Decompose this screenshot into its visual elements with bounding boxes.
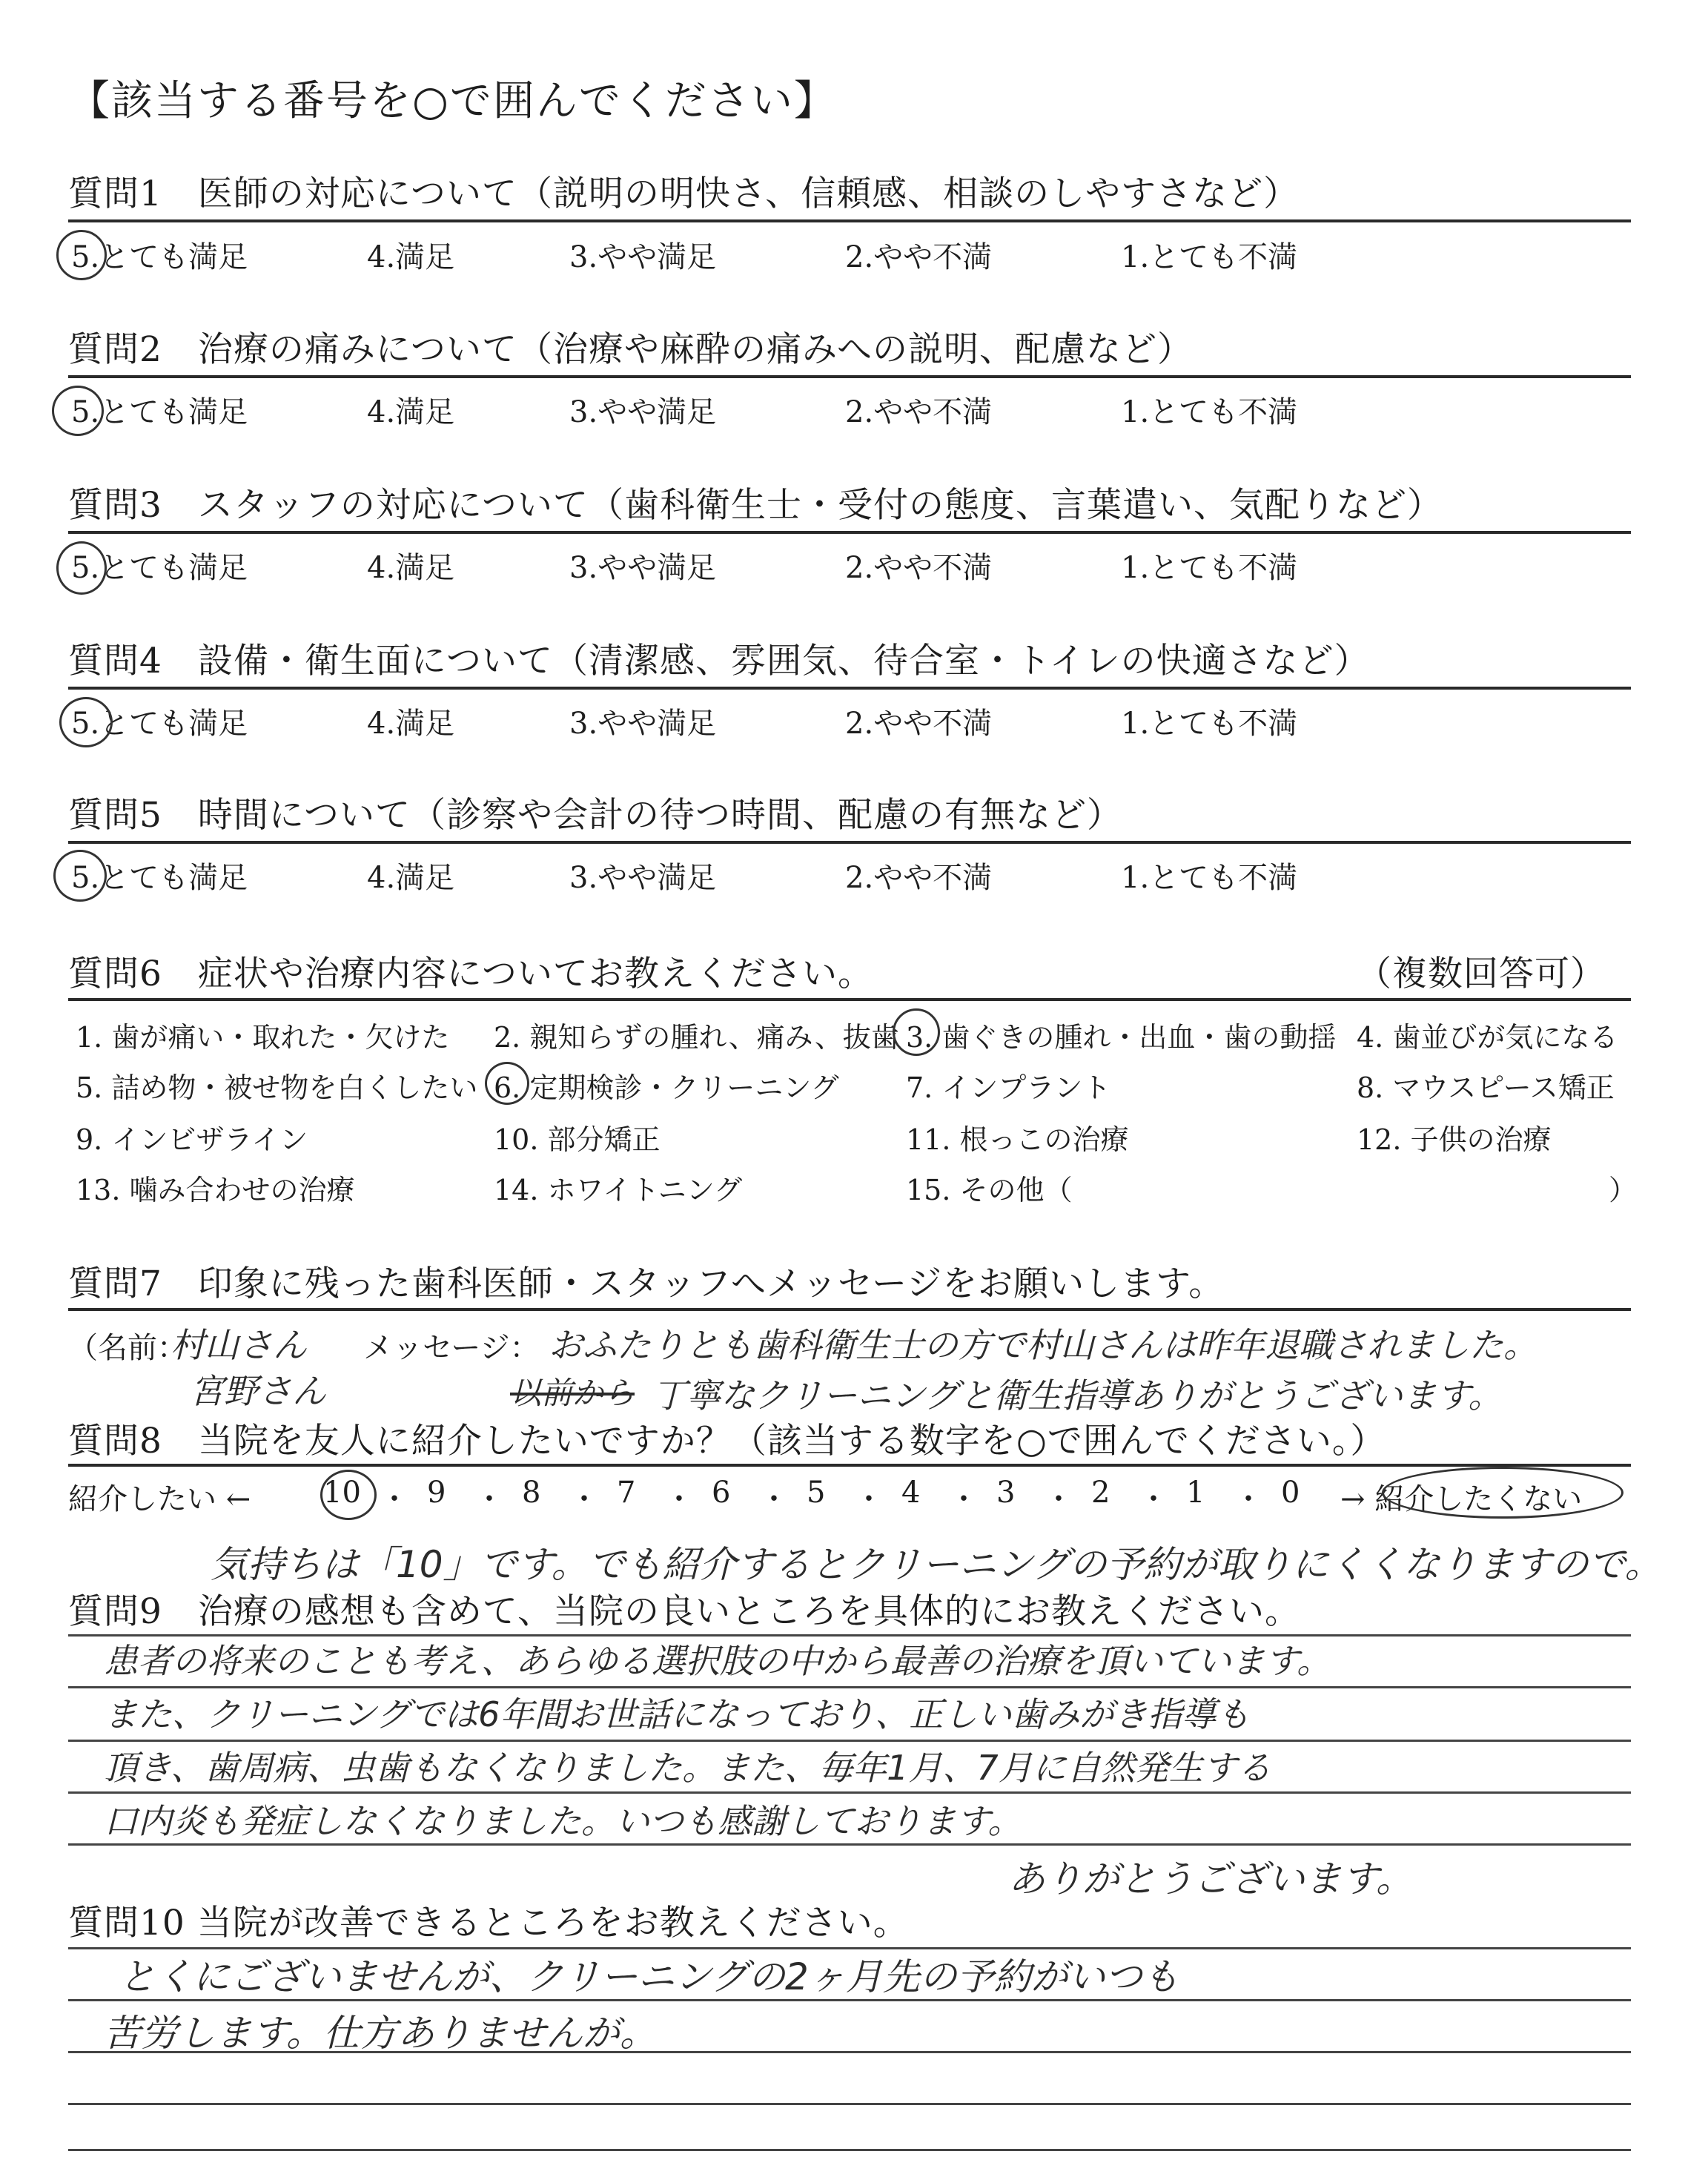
q10-line-3 [68,2103,1631,2105]
q5-option-2[interactable]: 2.やや不満 [845,861,993,895]
q3-option-5[interactable]: 5.とても満足 [71,551,248,585]
q8-scale-1[interactable]: 1 [1186,1476,1205,1510]
q2-option-3[interactable]: 3.やや満足 [569,395,717,429]
q10-text-line-2: 苦労します。仕方ありませんが。 [104,2012,657,2055]
q6-item-6[interactable]: 6. 定期検診・クリーニング [494,1071,839,1104]
q6-item-15[interactable]: 15. その他（ [906,1174,1073,1206]
q6-item-7[interactable]: 7. インプラント [906,1071,1111,1104]
q2-option-2[interactable]: 2.やや不満 [845,395,993,429]
q8-scale-dot: ・ [1139,1482,1168,1516]
q8-scale-10[interactable]: 10 [323,1476,361,1510]
q3-option-4[interactable]: 4.満足 [367,551,455,585]
q6-item-3[interactable]: 3. 歯ぐきの腫れ・出血・歯の動揺 [906,1021,1337,1054]
q6-item-1[interactable]: 1. 歯が痛い・取れた・欠けた [76,1021,450,1054]
q10-text-line-1: とくにございませんが、クリーニングの2ヶ月先の予約がいつも [119,1955,1179,1998]
q8-scale-dot: ・ [664,1482,694,1516]
q8-left-label: 紹介したい ← [68,1482,251,1516]
q8-scale-dot: ・ [854,1482,884,1516]
q6-item-8[interactable]: 8. マウスピース矯正 [1357,1071,1615,1104]
q4-rule [68,687,1631,690]
q6-other-close: ） [1609,1174,1638,1206]
q8-scale-0[interactable]: 0 [1281,1476,1300,1510]
q1-option-3[interactable]: 3.やや満足 [569,240,717,274]
q3-option-2[interactable]: 2.やや不満 [845,551,993,585]
q1-selection-circle [56,230,107,280]
q5-selection-circle [53,850,107,902]
q2-selection-circle [52,386,104,436]
q8-scale-4[interactable]: 4 [901,1476,921,1510]
q2-title: 質問2 治療の痛みについて（治療や麻酔の痛みへの説明、配慮など） [68,329,1194,370]
q8-scale-dot: ・ [1044,1482,1073,1516]
q6-item-2[interactable]: 2. 親知らずの腫れ、痛み、抜歯 [494,1021,899,1054]
q3-option-3[interactable]: 3.やや満足 [569,551,717,585]
q5-title: 質問5 時間について（診察や会計の待つ時間、配慮の有無など） [68,795,1122,836]
q6-title: 質問6 症状や治療内容についてお教えください。 [68,954,873,994]
q9-text-line-1: 患者の将来のことも考え、あらゆる選択肢の中から最善の治療を頂いています。 [104,1641,1331,1681]
q8-scale-dot: ・ [380,1482,409,1516]
q9-text-line-3: 頂き、歯周病、虫歯もなくなりました。また、毎年1月、7月に自然発生する [104,1748,1271,1788]
q6-item-13[interactable]: 13. 噛み合わせの治療 [76,1174,355,1206]
q4-selection-circle [59,697,113,747]
q2-option-5[interactable]: 5.とても満足 [71,395,248,429]
q7-message-line-1: おふたりとも歯科衛生士の方で村山さんは昨年退職されました。 [549,1325,1537,1365]
q10-title: 質問10 当院が改善できるところをお教えください。 [68,1903,909,1943]
q9-text-line-2: また、クリーニングでは6年間お世話になっており、正しい歯みがき指導も [104,1694,1251,1734]
q6-rule [68,998,1631,1001]
q3-selection-circle [56,541,107,595]
q4-title: 質問4 設備・衛生面について（清潔感、雰囲気、待合室・トイレの快適さなど） [68,641,1370,681]
q7-message-line-2: 丁寧なクリーニングと衛生指導ありがとうございます。 [652,1375,1503,1416]
q6-item-10[interactable]: 10. 部分矯正 [494,1123,661,1156]
q7-name-1: 村山さん [171,1325,307,1365]
q4-option-1[interactable]: 1.とても不満 [1121,707,1298,741]
q3-title: 質問3 スタッフの対応について（歯科衛生士・受付の態度、言葉遣い、気配りなど） [68,485,1443,526]
q2-option-4[interactable]: 4.満足 [367,395,455,429]
q5-option-5[interactable]: 5.とても満足 [71,861,248,895]
q6-note: （複数回答可） [1357,954,1606,994]
q4-option-4[interactable]: 4.満足 [367,707,455,741]
q6-item-4[interactable]: 4. 歯並びが気になる [1357,1021,1618,1054]
q8-scale-7[interactable]: 7 [617,1476,636,1510]
q8-scale-9[interactable]: 9 [427,1476,446,1510]
q6-selection-circle-6 [485,1062,529,1105]
q7-name-label: （名前： [68,1331,187,1365]
q8-right-label-circle [1382,1467,1623,1519]
q8-scale-5[interactable]: 5 [807,1476,826,1510]
q9-line-3 [68,1791,1631,1794]
q8-rule [68,1464,1631,1467]
survey-heading: 【該当する番号を○で囲んでください】 [68,77,837,125]
q6-item-5[interactable]: 5. 詰め物・被せ物を白くしたい [76,1071,478,1104]
q8-scale-dot: ・ [569,1482,599,1516]
q8-right-label: → 紹介したくない [1340,1482,1583,1516]
q1-option-2[interactable]: 2.やや不満 [845,240,993,274]
q7-title: 質問7 印象に残った歯科医師・スタッフへメッセージをお願いします。 [68,1264,1225,1304]
q5-option-1[interactable]: 1.とても不満 [1121,861,1298,895]
q4-option-5[interactable]: 5.とても満足 [71,707,248,741]
q5-option-4[interactable]: 4.満足 [367,861,455,895]
q8-title: 質問8 当院を友人に紹介したいですか？（該当する数字を○で囲んでください。） [68,1421,1386,1462]
q8-scale-6[interactable]: 6 [712,1476,731,1510]
q5-option-3[interactable]: 3.やや満足 [569,861,717,895]
q6-item-11[interactable]: 11. 根っこの治療 [906,1123,1129,1156]
q8-scale-dot: ・ [474,1482,504,1516]
q1-option-1[interactable]: 1.とても不満 [1121,240,1298,274]
q9-text-line-4: 口内炎も発症しなくなりました。いつも感謝しております。 [104,1801,1022,1841]
q8-scale-2[interactable]: 2 [1091,1476,1110,1510]
q4-option-3[interactable]: 3.やや満足 [569,707,717,741]
q7-message-struck: 以前から [510,1375,635,1411]
q6-item-12[interactable]: 12. 子供の治療 [1357,1123,1552,1156]
q8-scale-8[interactable]: 8 [522,1476,541,1510]
q3-option-1[interactable]: 1.とても不満 [1121,551,1298,585]
q8-scale-3[interactable]: 3 [996,1476,1016,1510]
q7-name-2: 宮野さん [190,1371,326,1411]
q4-option-2[interactable]: 2.やや不満 [845,707,993,741]
q6-selection-circle-3 [893,1008,940,1056]
q2-option-1[interactable]: 1.とても不満 [1121,395,1298,429]
q10-line-4 [68,2149,1631,2151]
q8-selection-circle [320,1470,377,1520]
q8-scale-dot: ・ [759,1482,789,1516]
q9-text-line-5: ありがとうございます。 [1008,1857,1413,1900]
q6-item-14[interactable]: 14. ホワイトニング [494,1174,743,1206]
q7-message-label: メッセージ： [363,1331,540,1365]
q1-rule [68,219,1631,222]
q1-option-4[interactable]: 4.満足 [367,240,455,274]
q8-scale-dot: ・ [1234,1482,1263,1516]
q2-rule [68,375,1631,378]
q9-title: 質問9 治療の感想も含めて、当院の良いところを具体的にお教えください。 [68,1591,1300,1632]
q6-item-9[interactable]: 9. インビザライン [76,1123,308,1156]
q3-rule [68,531,1631,534]
q5-rule [68,841,1631,844]
q7-rule [68,1308,1631,1311]
q8-scale-dot: ・ [949,1482,979,1516]
q8-handwritten-note: 気持ちは「10」です。でも紹介するとクリーニングの予約が取りにくくなりますので。 [211,1543,1662,1586]
q1-option-5[interactable]: 5.とても満足 [71,240,248,274]
q9-line-4 [68,1843,1631,1846]
q1-title: 質問1 医師の対応について（説明の明快さ、信頼感、相談のしやすさなど） [68,174,1300,214]
